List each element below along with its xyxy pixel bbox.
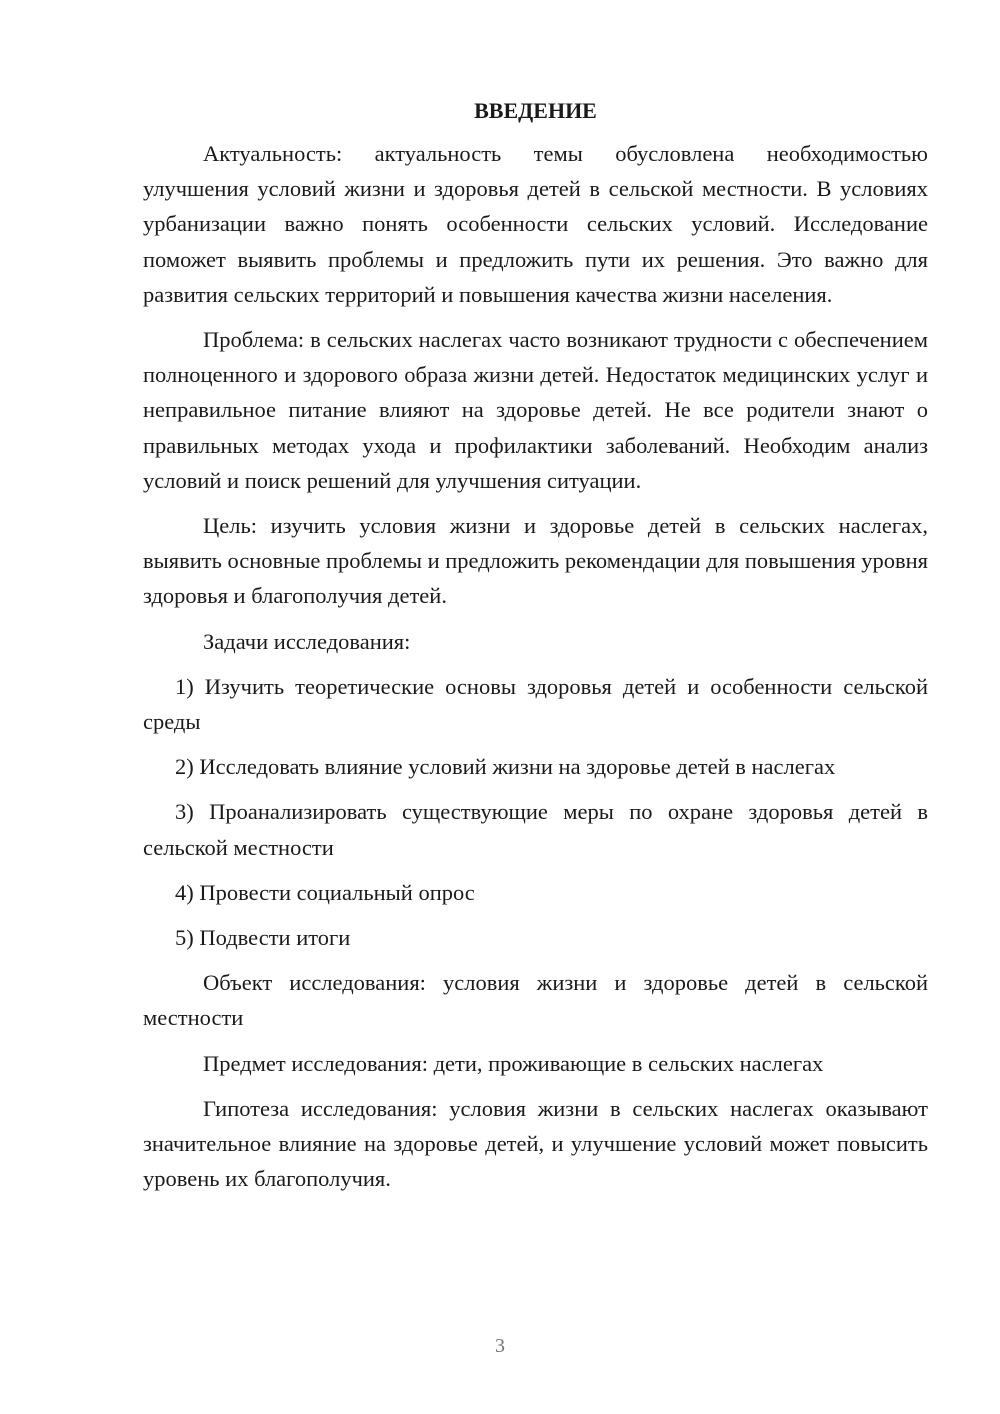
task-item-1: 1) Изучить теоретические основы здоровья детей и особенности сельской среды	[143, 673, 928, 735]
object-paragraph: Объект исследования: условия жизни и здоровье детей в сельской местности	[143, 970, 928, 1031]
subject-paragraph: Предмет исследования: дети, проживающие в сельских наслегах	[203, 1050, 824, 1076]
page-number: 3	[495, 1335, 505, 1357]
task-item-3: 3) Проанализировать существующие меры по охране здоровья детей в сельской местности	[143, 799, 928, 860]
problem-paragraph: Проблема: в сельских наслегах часто возникают трудности с обеспечением полноценного и здорового образа жизни детей. Недостаток медицинских услуг и неправильное питание влияют на здоровье детей. Не все родители знают о правильных методах ухода и профилактики заболеваний. Необходим анализ условий и поиск решений для улучшения ситуации.	[143, 327, 928, 493]
goal-paragraph: Цель: изучить условия жизни и здоровье детей в сельских наслегах, выявить основные проблемы и предложить рекомендации для повышения уровня здоровья и благополучия детей.	[143, 513, 929, 609]
task-item-5: 5) Подвести итоги	[175, 925, 351, 951]
page-content	[143, 96, 928, 1206]
task-item-4: 4) Провести социальный опрос	[175, 879, 475, 905]
tasks-heading: Задачи исследования:	[203, 628, 411, 654]
relevance-paragraph: Актуальность: актуальность темы обусловлена необходимостью улучшения условий жизни и здоровья детей в сельской местности. В условиях урбанизации важно понять особенности сельских условий. Исследование поможет выявить проблемы и предложить пути их решения. Это важно для развития сельских территорий и повышения качества жизни населения.	[143, 141, 928, 307]
task-item-2: 2) Исследовать влияние условий жизни на здоровье детей в наслегах	[175, 754, 836, 780]
hypothesis-paragraph: Гипотеза исследования: условия жизни в сельских наслегах оказывают значительное влияние на здоровье детей, и улучшение условий может повысить уровень их благополучия.	[143, 1095, 928, 1192]
page-title: ВВЕДЕНИЕ	[474, 98, 597, 123]
